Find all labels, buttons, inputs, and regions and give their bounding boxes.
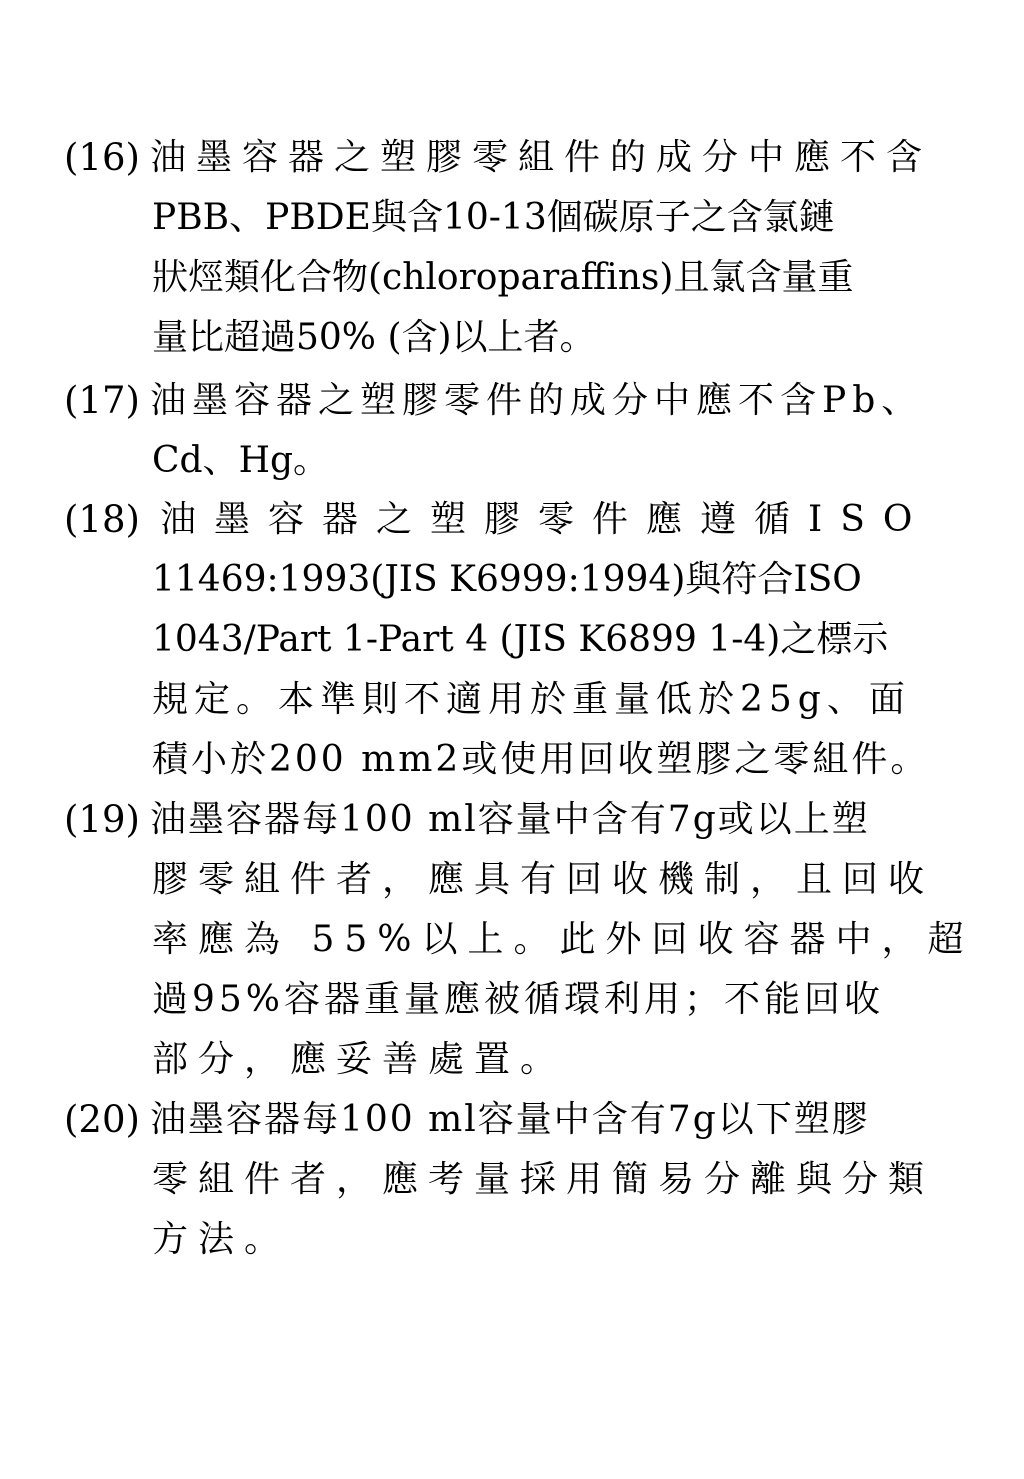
text-line: PBB、PBDE與含10-13個碳原子之含氯鏈 bbox=[152, 197, 835, 238]
text-line: 積小於200 mm2或使用回收塑膠之零組件。 bbox=[152, 739, 930, 780]
text-line: 油墨容器之塑膠零件應遵循ISO bbox=[160, 499, 931, 540]
item-number: (18) bbox=[64, 498, 140, 541]
text-line: 部分，應妥善處置。 bbox=[152, 1039, 567, 1080]
item-text bbox=[150, 1090, 970, 1270]
text-line: 油墨容器之塑膠零件的成分中應不含Pb、 bbox=[150, 380, 924, 421]
text-line: 油墨容器每100 ml容量中含有7g或以上塑 bbox=[150, 799, 870, 840]
text-line: 率應為 55%以上。此外回收容器中，超 bbox=[152, 919, 974, 960]
text-line: 油墨容器之塑膠零組件的成分中應不含 bbox=[150, 137, 933, 178]
text-line: 方法。 bbox=[152, 1219, 291, 1260]
text-line: 11469:1993(JIS K6999:1994)與符合ISO bbox=[152, 559, 862, 600]
item-number: (16) bbox=[64, 136, 140, 179]
item-text bbox=[150, 490, 970, 790]
text-line: Cd、Hg。 bbox=[152, 440, 330, 481]
text-line: 狀烴類化合物(chloroparaffins)且氯含量重 bbox=[152, 257, 854, 298]
text-line: 油墨容器每100 ml容量中含有7g以下塑膠 bbox=[150, 1099, 870, 1140]
item-number: (20) bbox=[64, 1098, 140, 1141]
item-text bbox=[150, 371, 970, 491]
text-line: 膠零組件者，應具有回收機制，且回收 bbox=[152, 859, 935, 900]
text-line: 過95%容器重量應被循環利用；不能回收 bbox=[152, 979, 885, 1020]
text-line: 1043/Part 1-Part 4 (JIS K6899 1-4)之標示 bbox=[152, 619, 889, 660]
item-text bbox=[150, 790, 974, 1090]
item-number: (17) bbox=[64, 379, 140, 422]
text-line: 量比超過50% (含)以上者。 bbox=[152, 317, 596, 358]
text-line: 零組件者，應考量採用簡易分離與分類 bbox=[152, 1159, 935, 1200]
item-number: (19) bbox=[64, 798, 140, 841]
text-line: 規定。本準則不適用於重量低於25g、面 bbox=[152, 679, 911, 720]
item-text bbox=[150, 128, 970, 368]
